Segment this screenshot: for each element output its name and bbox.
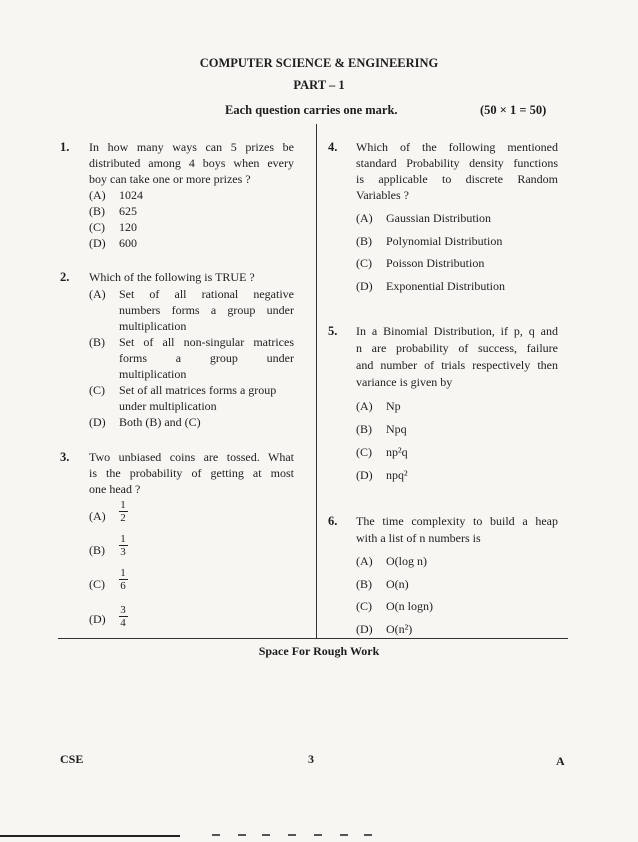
question-text-line: and number of trials respectively then <box>356 358 558 372</box>
question-number: 3. <box>60 450 70 464</box>
option-label: (D) <box>356 622 373 636</box>
option-text: 1024 <box>119 188 143 202</box>
option-text-line: Set of all rational negative <box>119 287 294 301</box>
question-text-line: n are probability of success, failure <box>356 341 558 355</box>
option-text: npq² <box>386 468 408 482</box>
page-number: 3 <box>308 752 314 766</box>
question-text-line: variance is given by <box>356 375 453 389</box>
fraction-denominator: 3 <box>120 546 126 558</box>
option-label: (C) <box>356 599 372 613</box>
fraction <box>118 533 128 558</box>
option-label: (D) <box>356 279 373 293</box>
option-label: (C) <box>356 445 372 459</box>
fraction-numerator: 1 <box>120 567 126 579</box>
option-label: (C) <box>89 220 105 234</box>
question-number: 6. <box>328 514 338 528</box>
marks-text: (50 × 1 = 50) <box>480 103 547 117</box>
fraction-denominator: 2 <box>120 512 126 524</box>
option-text-line: Set of all non-singular matrices <box>119 335 294 349</box>
option-label: (C) <box>89 577 105 591</box>
fraction <box>118 499 128 524</box>
question-text-line: boy can take one or more prizes ? <box>89 172 251 186</box>
option-text-line: under multiplication <box>119 399 217 413</box>
question-text-line: one head ? <box>89 482 141 496</box>
fraction-numerator: 1 <box>120 499 126 511</box>
scan-mark <box>262 834 270 836</box>
fraction <box>118 567 128 592</box>
option-label: (A) <box>356 554 373 568</box>
option-text: Exponential Distribution <box>386 279 505 293</box>
question-number: 1. <box>60 140 70 154</box>
fraction-denominator: 6 <box>120 580 126 592</box>
option-label: (D) <box>356 468 373 482</box>
option-text: np²q <box>386 445 408 459</box>
option-text: Poisson Distribution <box>386 256 485 270</box>
option-label: (B) <box>356 234 372 248</box>
question-text-line: Which of the following mentioned <box>356 140 558 154</box>
option-label: (C) <box>356 256 372 270</box>
question-text-line: distributed among 4 boys when every <box>89 156 294 170</box>
scan-mark <box>288 834 296 836</box>
part-heading: PART – 1 <box>293 78 345 92</box>
booklet-series: A <box>556 754 565 768</box>
option-label: (A) <box>356 211 373 225</box>
footer-subject-code: CSE <box>60 752 84 766</box>
column-divider <box>316 124 317 638</box>
option-label: (B) <box>89 204 105 218</box>
option-text-line: numbers forms a group under <box>119 303 294 317</box>
question-text-line: In how many ways can 5 prizes be <box>89 140 294 154</box>
option-label: (A) <box>89 287 106 301</box>
question-text-line: is the probability of getting at most <box>89 466 294 480</box>
option-text: O(n²) <box>386 622 413 636</box>
question-text-line: Two unbiased coins are tossed. What <box>89 450 294 464</box>
question-text-line: is applicable to discrete Random <box>356 172 558 186</box>
question-number: 2. <box>60 270 70 284</box>
option-text: Gaussian Distribution <box>386 211 491 225</box>
question-text-line: with a list of n numbers is <box>356 531 481 545</box>
option-text: 120 <box>119 220 137 234</box>
option-label: (C) <box>89 383 105 397</box>
question-number: 5. <box>328 324 338 338</box>
scan-mark <box>238 834 246 836</box>
option-text-line: Set of all matrices forms a group <box>119 383 277 397</box>
option-text-line: multiplication <box>119 319 187 333</box>
option-text: O(log n) <box>386 554 427 568</box>
option-text: 625 <box>119 204 137 218</box>
fraction-numerator: 1 <box>120 533 126 545</box>
section-divider <box>58 638 568 639</box>
option-text: O(n logn) <box>386 599 433 613</box>
option-label: (A) <box>356 399 373 413</box>
fraction <box>118 604 128 629</box>
scan-mark <box>212 834 220 836</box>
scan-mark <box>314 834 322 836</box>
scan-mark <box>340 834 348 836</box>
question-text-line: In a Binomial Distribution, if p, q and <box>356 324 558 338</box>
scan-mark <box>364 834 372 836</box>
option-label: (D) <box>89 236 106 250</box>
question-text-line: Which of the following is TRUE ? <box>89 270 255 284</box>
subject-title: COMPUTER SCIENCE & ENGINEERING <box>199 56 439 70</box>
option-label: (D) <box>89 612 106 626</box>
option-label: (A) <box>89 509 106 523</box>
question-number: 4. <box>328 140 338 154</box>
option-text: O(n) <box>386 577 409 591</box>
question-text-line: Variables ? <box>356 188 409 202</box>
bottom-edge-line <box>0 835 180 837</box>
option-text: Both (B) and (C) <box>119 415 201 429</box>
question-text-line: standard Probability density functions <box>356 156 558 170</box>
option-text-line: multiplication <box>119 367 187 381</box>
option-text: 600 <box>119 236 137 250</box>
instruction-text: Each question carries one mark. <box>225 103 398 117</box>
option-label: (B) <box>356 577 372 591</box>
option-text: Np <box>386 399 401 413</box>
option-label: (B) <box>356 422 372 436</box>
question-text-line: The time complexity to build a heap <box>356 514 558 528</box>
option-text-line: forms a group under <box>119 351 294 365</box>
option-text: Polynomial Distribution <box>386 234 503 248</box>
fraction-denominator: 4 <box>120 617 126 629</box>
rough-work-label: Space For Rough Work <box>258 644 380 658</box>
option-label: (B) <box>89 335 105 349</box>
fraction-numerator: 3 <box>120 604 126 616</box>
option-label: (B) <box>89 543 105 557</box>
option-label: (A) <box>89 188 106 202</box>
option-text: Npq <box>386 422 407 436</box>
option-label: (D) <box>89 415 106 429</box>
